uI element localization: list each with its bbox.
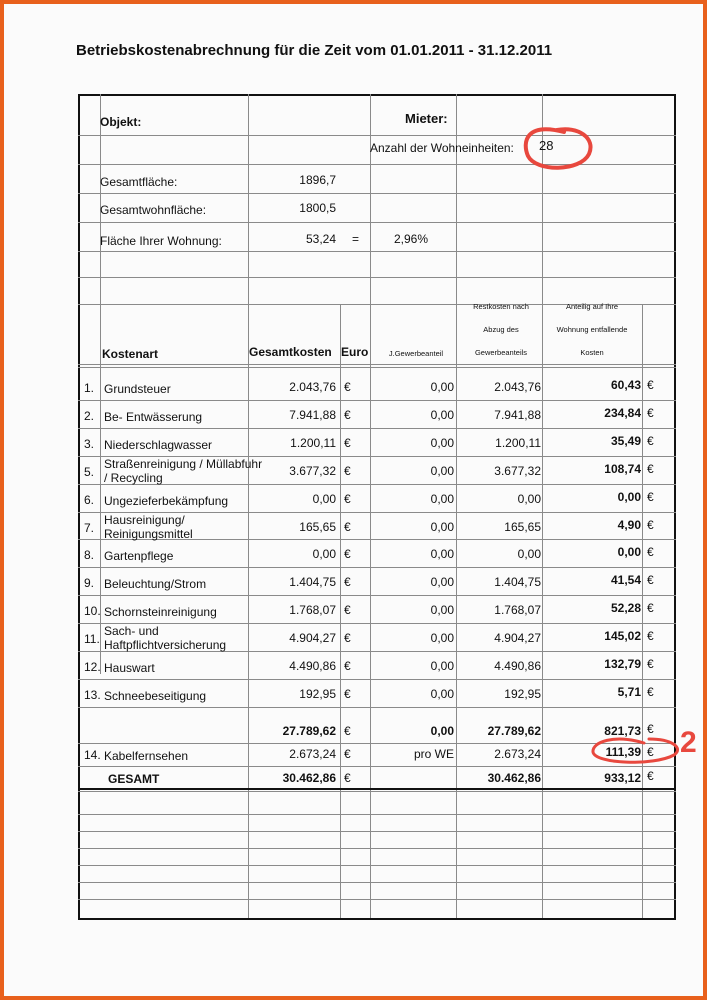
total-gesamt: 30.462,86	[282, 771, 336, 785]
row-gewerbeanteil: 0,00	[430, 631, 454, 645]
objekt-label: Objekt:	[100, 115, 142, 129]
row-kostenart-line2: Reinigungsmittel	[104, 527, 193, 541]
col-kostenart: Kostenart	[102, 347, 159, 361]
row-gewerbeanteil: 0,00	[430, 603, 454, 617]
row-anteil: 234,84	[604, 406, 641, 420]
row-euro: €	[344, 687, 351, 701]
row-gesamtkosten: 1.404,75	[289, 575, 336, 589]
row-number: 1.	[84, 381, 95, 395]
row-kostenart: Gartenpflege	[104, 549, 174, 563]
subtotal-gewerbe: 0,00	[430, 724, 454, 738]
flaeche-wohnung-value: 53,24	[305, 232, 336, 246]
pen-annotations	[4, 4, 707, 1000]
row-anteil-euro: €	[647, 406, 654, 420]
row-kostenart: Be- Entwässerung	[104, 410, 203, 424]
total-euro: €	[344, 771, 351, 785]
row-gesamtkosten: 0,00	[312, 492, 336, 506]
row-gesamtkosten: 1.200,11	[290, 436, 336, 450]
row-number: 5.	[84, 465, 95, 479]
row-gewerbeanteil: 0,00	[430, 380, 454, 394]
gesamtflaeche-value: 1896,7	[299, 173, 336, 187]
wohneinheiten-label: Anzahl der Wohneinheiten:	[370, 141, 514, 155]
row-gewerbeanteil: 0,00	[430, 687, 454, 701]
row-euro: €	[344, 408, 351, 422]
row-restkosten: 4.904,27	[494, 631, 541, 645]
row-anteil-euro: €	[647, 573, 654, 587]
kabel-anteil: 111,39	[605, 745, 641, 759]
col-anteil-line2: Wohnung entfallende	[556, 325, 628, 334]
row-kostenart-line2: / Recycling	[104, 471, 163, 485]
row-kostenart: Ungezieferbekämpfung	[104, 494, 229, 508]
wohneinheiten-circle-mark	[526, 129, 591, 168]
mieter-label: Mieter:	[405, 111, 448, 126]
document-title: Betriebskostenabrechnung für die Zeit vom 01.01.2011 - 31.12.2011	[76, 42, 553, 59]
row-anteil: 145,02	[604, 629, 641, 643]
row-restkosten: 1.404,75	[494, 575, 541, 589]
row-gesamtkosten: 7.941,88	[289, 408, 336, 422]
row-kostenart: Schneebeseitigung	[104, 689, 207, 703]
col-restkosten-line2: Abzug des	[483, 325, 519, 334]
row-number: 11.	[84, 632, 100, 646]
wohneinheiten-value: 28	[539, 138, 554, 153]
row-gewerbeanteil: 0,00	[430, 520, 454, 534]
row-kostenart: Straßenreinigung / Müllabfuhr	[104, 457, 263, 471]
row-kostenart-line2: Haftpflichtversicherung	[104, 638, 227, 652]
row-kostenart: Beleuchtung/Strom	[104, 577, 207, 591]
kabel-gesamt: 2.673,24	[289, 747, 336, 761]
row-euro: €	[344, 520, 351, 534]
row-anteil-euro: €	[647, 378, 654, 392]
row-euro: €	[344, 603, 351, 617]
row-number: 10.	[84, 604, 101, 618]
row-gesamtkosten: 1.768,07	[289, 603, 336, 617]
subtotal-anteil-euro: €	[647, 722, 654, 736]
row-number: 13.	[84, 688, 101, 702]
row-anteil-euro: €	[647, 685, 654, 699]
col-euro: Euro	[341, 345, 369, 359]
col-gesamtkosten: Gesamtkosten	[249, 345, 332, 359]
row-anteil: 41,54	[610, 573, 641, 587]
row-gewerbeanteil: 0,00	[430, 464, 454, 478]
row-restkosten: 7.941,88	[494, 408, 541, 422]
kabel-anteil-circle-mark	[593, 739, 678, 762]
total-anteil: 933,12	[604, 771, 641, 785]
kabel-rest: 2.673,24	[494, 747, 541, 761]
row-anteil-euro: €	[647, 601, 654, 615]
gesamtwohnflaeche-label: Gesamtwohnfläche:	[100, 203, 207, 217]
row-number: 6.	[84, 493, 95, 507]
total-anteil-euro: €	[647, 769, 654, 783]
row-restkosten: 1.200,11	[495, 436, 541, 450]
total-label: GESAMT	[108, 772, 160, 786]
row-kostenart: Hauswart	[104, 661, 155, 675]
row-euro: €	[344, 464, 351, 478]
row-anteil-euro: €	[647, 518, 654, 532]
row-gewerbeanteil: 0,00	[430, 492, 454, 506]
row-restkosten: 192,95	[504, 687, 541, 701]
row-anteil: 4,90	[617, 518, 641, 532]
row-anteil: 108,74	[604, 462, 641, 476]
subtotal-euro: €	[344, 724, 351, 738]
row-restkosten: 2.043,76	[494, 380, 541, 394]
row-gesamtkosten: 4.904,27	[289, 631, 336, 645]
row-euro: €	[344, 547, 351, 561]
row-restkosten: 1.768,07	[494, 603, 541, 617]
row-gewerbeanteil: 0,00	[430, 547, 454, 561]
row-anteil-euro: €	[647, 462, 654, 476]
row-euro: €	[344, 575, 351, 589]
row-restkosten: 0,00	[517, 492, 541, 506]
row-gewerbeanteil: 0,00	[430, 408, 454, 422]
anteil-percent: 2,96%	[394, 232, 429, 246]
row-anteil: 0,00	[617, 490, 641, 504]
kabel-gewerbe: pro WE	[413, 747, 454, 761]
row-number: 8.	[84, 548, 95, 562]
row-number: 2.	[84, 409, 95, 423]
row-anteil: 35,49	[610, 434, 641, 448]
row-number: 9.	[84, 576, 95, 590]
kabel-anteil-euro: €	[647, 745, 654, 759]
row-restkosten: 0,00	[517, 547, 541, 561]
flaeche-wohnung-label: Fläche Ihrer Wohnung:	[100, 234, 222, 248]
row-anteil: 52,28	[610, 601, 641, 615]
equals-sign: =	[352, 232, 360, 246]
subtotal-rest: 27.789,62	[487, 724, 541, 738]
col-restkosten-line1: Restkosten nach	[473, 302, 529, 311]
row-anteil: 132,79	[604, 657, 641, 671]
col-gewerbeanteil: J.Gewerbeanteil	[388, 349, 444, 358]
row-restkosten: 3.677,32	[494, 464, 541, 478]
row-gesamtkosten: 165,65	[299, 520, 336, 534]
row-kostenart: Niederschlagwasser	[104, 438, 213, 452]
row-anteil-euro: €	[647, 490, 654, 504]
subtotal-anteil: 821,73	[604, 724, 641, 738]
col-anteil-line3: Kosten	[580, 348, 604, 357]
row-gesamtkosten: 0,00	[312, 547, 336, 561]
kabel-label: Kabelfernsehen	[104, 749, 189, 763]
row-euro: €	[344, 492, 351, 506]
gesamtwohnflaeche-value: 1800,5	[299, 201, 336, 215]
row-anteil: 0,00	[617, 545, 641, 559]
row-gewerbeanteil: 0,00	[430, 575, 454, 589]
row-anteil-euro: €	[647, 629, 654, 643]
row-euro: €	[344, 380, 351, 394]
kabel-euro: €	[344, 747, 351, 761]
row-restkosten: 4.490,86	[494, 659, 541, 673]
row-kostenart: Hausreinigung/	[104, 513, 185, 527]
row-anteil: 5,71	[617, 685, 641, 699]
row-gewerbeanteil: 0,00	[430, 659, 454, 673]
row-kostenart: Grundsteuer	[104, 382, 171, 396]
row-number: 7.	[84, 521, 95, 535]
row-anteil: 60,43	[610, 378, 641, 392]
subtotal-gesamt: 27.789,62	[282, 724, 336, 738]
row-kostenart: Schornsteinreinigung	[104, 605, 217, 619]
row-gesamtkosten: 4.490,86	[289, 659, 336, 673]
row-number: 3.	[84, 437, 95, 451]
row-gesamtkosten: 3.677,32	[289, 464, 336, 478]
row-gesamtkosten: 2.043,76	[289, 380, 336, 394]
col-restkosten-line3: Gewerbeanteils	[474, 348, 528, 357]
row-gewerbeanteil: 0,00	[430, 436, 454, 450]
col-anteil-line1: Anteilig auf Ihre	[565, 302, 619, 311]
total-rest: 30.462,86	[487, 771, 541, 785]
row-anteil-euro: €	[647, 434, 654, 448]
row-euro: €	[344, 631, 351, 645]
row-anteil-euro: €	[647, 545, 654, 559]
row-restkosten: 165,65	[504, 520, 541, 534]
row-euro: €	[344, 659, 351, 673]
row-number: 12.	[84, 660, 101, 674]
row-euro: €	[344, 436, 351, 450]
kabel-nr: 14.	[84, 748, 101, 762]
row-kostenart: Sach- und	[104, 624, 159, 638]
gesamtflaeche-label: Gesamtfläche:	[100, 175, 178, 189]
row-gesamtkosten: 192,95	[299, 687, 336, 701]
row-anteil-euro: €	[647, 657, 654, 671]
annotation-number-mark: 2	[680, 726, 697, 759]
